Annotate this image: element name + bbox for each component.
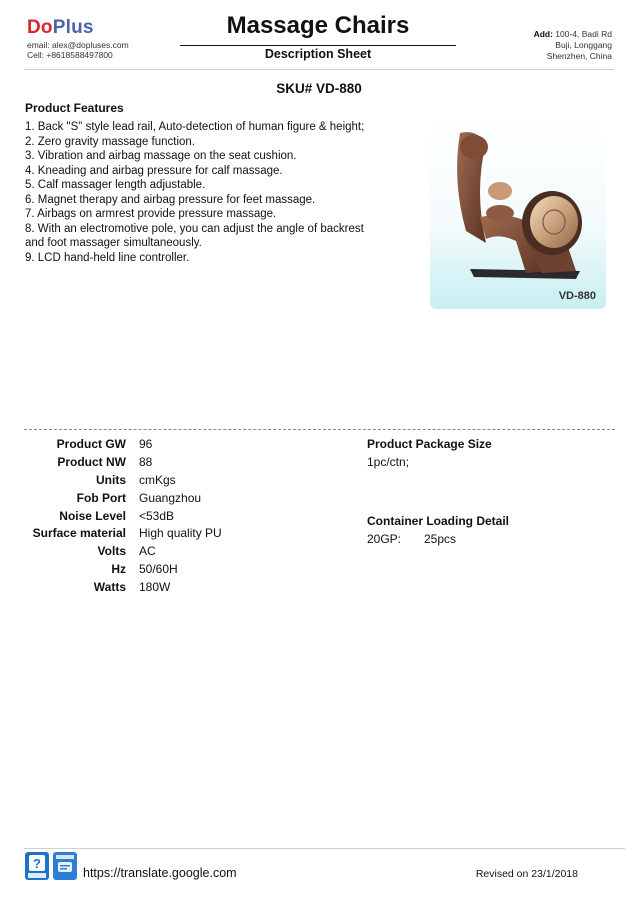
massage-chair-illustration: [430, 121, 606, 309]
spec-label: Hz: [111, 562, 126, 576]
spec-row-surface: [24, 526, 354, 544]
features-heading: Product Features: [25, 101, 124, 115]
feature-item: 6. Magnet therapy and airbag pressure for feet massage.: [25, 193, 316, 206]
feature-item: 2. Zero gravity massage function.: [25, 135, 196, 148]
footer-link[interactable]: https://translate.google.com: [83, 866, 237, 880]
brand-do: Do: [27, 17, 53, 38]
address-line2: Buji, Longgang: [555, 40, 612, 50]
spec-row-volts: [24, 544, 354, 562]
spec-value: 50/60H: [139, 562, 178, 576]
contact-email: email: alex@dopluses.com: [27, 40, 129, 50]
spec-value: AC: [139, 544, 156, 558]
spec-row-hz: [24, 562, 354, 580]
footer-divider: [24, 848, 625, 849]
container-loading-row: [367, 532, 457, 546]
container-label: 20GP:: [367, 532, 402, 546]
spec-label: Units: [96, 473, 126, 487]
container-loading-heading: Container Loading Detail: [367, 514, 510, 528]
contact-cell: Cell: +8618588497800: [27, 50, 113, 60]
address-line3: Shenzhen, China: [546, 51, 612, 61]
spec-value: 96: [139, 437, 153, 451]
feature-item: 3. Vibration and airbag massage on the seat cushion.: [25, 150, 297, 162]
spec-row-nw: [24, 455, 354, 473]
address-line1: 100-4, Badi Rd: [552, 29, 612, 39]
package-size-value: 1pc/ctn;: [367, 455, 410, 469]
feature-item: 7. Airbags on armrest provide pressure massage.: [25, 208, 277, 220]
help-icon[interactable]: [25, 852, 49, 880]
header-divider: [24, 69, 614, 70]
brand-plus: Plus: [52, 17, 94, 38]
spec-value: 180W: [139, 580, 171, 594]
brand-logo: [27, 17, 94, 39]
feature-item: 4. Kneading and airbag pressure for calf massage.: [25, 164, 283, 177]
spec-row-gw: [24, 437, 354, 455]
spec-value: High quality PU: [139, 526, 222, 540]
spec-label: Product NW: [57, 455, 126, 469]
spec-label: Noise Level: [59, 509, 126, 523]
spec-value: Guangzhou: [139, 491, 202, 505]
spec-label: Surface material: [32, 526, 126, 540]
page-title: Massage Chairs: [226, 12, 410, 39]
spec-row-fob-port: [24, 491, 354, 509]
product-image-label: VD-880: [558, 290, 596, 302]
feature-item: 8. With an electromotive pole, you can adjust the angle of backrest and foot massager simultaneously.: [25, 222, 364, 249]
spec-label: Volts: [97, 544, 126, 558]
spec-label: Watts: [93, 580, 126, 594]
spec-row-units: [24, 473, 354, 491]
page-subtitle: Description Sheet: [264, 47, 372, 61]
revision-date: Revised on 23/1/2018: [475, 868, 578, 880]
spec-label: Fob Port: [76, 491, 126, 505]
spec-row-watts: [24, 580, 354, 598]
sku-heading: SKU# VD-880: [276, 81, 362, 96]
container-value: 25pcs: [424, 532, 457, 546]
company-address: [482, 29, 612, 62]
spec-value: 88: [139, 455, 153, 469]
translate-icon[interactable]: [53, 852, 77, 880]
feature-item: 9. LCD hand-held line controller.: [25, 251, 190, 264]
product-image: [430, 121, 606, 309]
title-underline: [180, 45, 456, 46]
feature-item: 1. Back "S" style lead rail, Auto-detection of human figure & height;: [25, 121, 365, 133]
package-size-heading: Product Package Size: [367, 437, 492, 451]
address-label: Add:: [533, 29, 553, 39]
section-divider: [24, 429, 615, 430]
svg-text:?: ?: [33, 856, 41, 871]
spec-value: <53dB: [139, 509, 175, 523]
features-list: [25, 120, 407, 265]
spec-value: cmKgs: [139, 473, 176, 487]
feature-item: 5. Calf massager length adjustable.: [25, 179, 206, 191]
spec-row-noise: [24, 509, 354, 527]
spec-label: Product GW: [56, 437, 126, 451]
